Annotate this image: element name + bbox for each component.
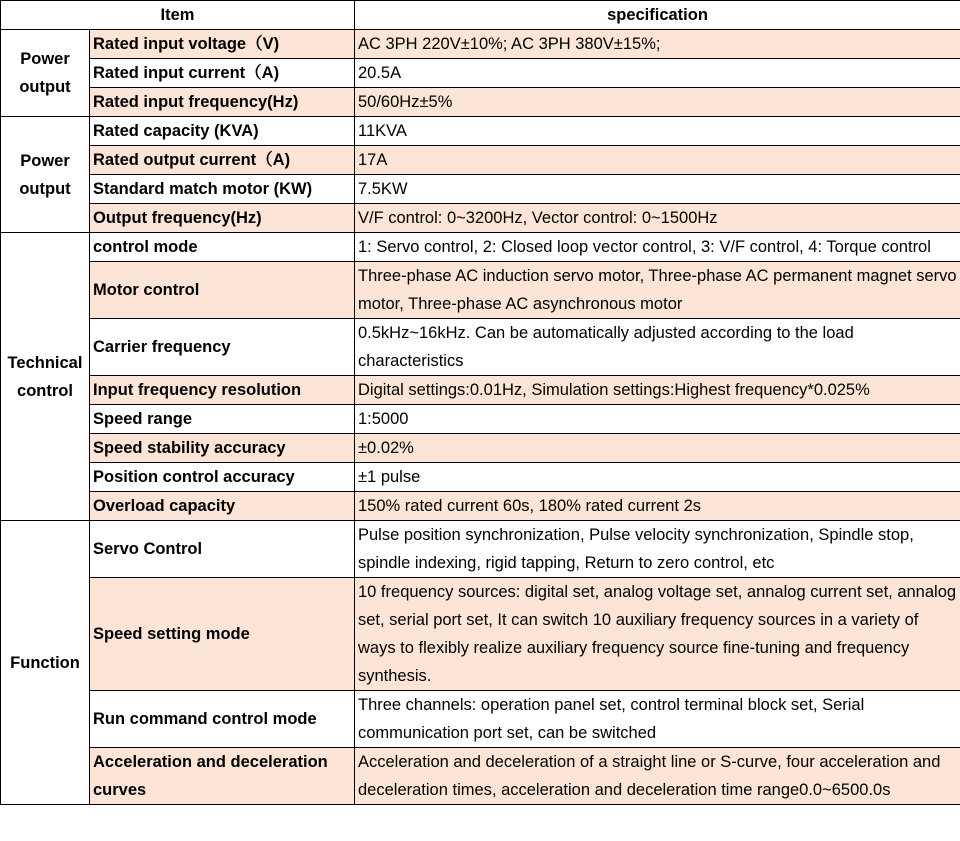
table-row xyxy=(1,376,960,405)
param-label: Position control accuracy xyxy=(90,463,355,492)
param-label: Output frequency(Hz) xyxy=(90,204,355,233)
param-label: Input frequency resolution xyxy=(90,376,355,405)
spec-value: Digital settings:0.01Hz, Simulation settings:Highest frequency*0.025% xyxy=(355,376,960,405)
table-row xyxy=(1,117,960,146)
table-row xyxy=(1,748,960,805)
table-row xyxy=(1,30,960,59)
spec-value: 1: Servo control, 2: Closed loop vector control, 3: V/F control, 4: Torque control xyxy=(355,233,960,262)
param-label: Carrier frequency xyxy=(90,319,355,376)
spec-value: 50/60Hz±5% xyxy=(355,88,960,117)
group-label-function: Function xyxy=(1,521,90,805)
spec-value: Acceleration and deceleration of a straight line or S-curve, four acceleration and deceleration times, acceleration and deceleration time range0.0~6500.0s xyxy=(355,748,960,805)
group-label-power-output-2: Power output xyxy=(1,117,90,233)
group-label-power-output-1: Power output xyxy=(1,30,90,117)
table-row xyxy=(1,434,960,463)
param-label: control mode xyxy=(90,233,355,262)
spec-value: 17A xyxy=(355,146,960,175)
header-item: Item xyxy=(1,1,355,30)
spec-value: Three-phase AC induction servo motor, Three-phase AC permanent magnet servo motor, Three-phase AC asynchronous motor xyxy=(355,262,960,319)
table-row xyxy=(1,88,960,117)
table-row xyxy=(1,262,960,319)
table-row xyxy=(1,578,960,691)
table-row xyxy=(1,521,960,578)
param-label: Standard match motor (KW) xyxy=(90,175,355,204)
param-label: Rated capacity (KVA) xyxy=(90,117,355,146)
spec-value: AC 3PH 220V±10%; AC 3PH 380V±15%; xyxy=(355,30,960,59)
header-specification: specification xyxy=(355,1,960,30)
param-label: Overload capacity xyxy=(90,492,355,521)
group-label-technical-control: Technical control xyxy=(1,233,90,521)
param-label: Run command control mode xyxy=(90,691,355,748)
table-row xyxy=(1,691,960,748)
spec-value: Pulse position synchronization, Pulse velocity synchronization, Spindle stop, spindle indexing, rigid tapping, Return to zero control, etc xyxy=(355,521,960,578)
spec-value: 20.5A xyxy=(355,59,960,88)
param-label: Speed stability accuracy xyxy=(90,434,355,463)
spec-value: 10 frequency sources: digital set, analog voltage set, annalog current set, annalog set, serial port set, It can switch 10 auxiliary frequency sources in a variety of ways to flexibly realize auxiliary frequency source fine-tuning and frequency synthesis. xyxy=(355,578,960,691)
param-label: Servo Control xyxy=(90,521,355,578)
param-label: Rated input frequency(Hz) xyxy=(90,88,355,117)
table-row xyxy=(1,204,960,233)
table-row xyxy=(1,319,960,376)
table-row xyxy=(1,175,960,204)
param-label: Rated output current（A) xyxy=(90,146,355,175)
param-label: Rated input voltage（V) xyxy=(90,30,355,59)
spec-value: ±0.02% xyxy=(355,434,960,463)
param-label: Rated input current（A) xyxy=(90,59,355,88)
table-row xyxy=(1,233,960,262)
param-label: Speed setting mode xyxy=(90,578,355,691)
table-header-row xyxy=(1,1,960,30)
spec-value: 150% rated current 60s, 180% rated current 2s xyxy=(355,492,960,521)
table-row xyxy=(1,492,960,521)
spec-value: V/F control: 0~3200Hz, Vector control: 0~1500Hz xyxy=(355,204,960,233)
spec-value: ±1 pulse xyxy=(355,463,960,492)
param-label: Motor control xyxy=(90,262,355,319)
param-label: Speed range xyxy=(90,405,355,434)
spec-value: 7.5KW xyxy=(355,175,960,204)
table-row xyxy=(1,59,960,88)
table-row xyxy=(1,405,960,434)
spec-value: Three channels: operation panel set, control terminal block set, Serial communication port set, can be switched xyxy=(355,691,960,748)
table-row xyxy=(1,146,960,175)
spec-value: 0.5kHz~16kHz. Can be automatically adjusted according to the load characteristics xyxy=(355,319,960,376)
param-label: Acceleration and deceleration curves xyxy=(90,748,355,805)
spec-value: 11KVA xyxy=(355,117,960,146)
spec-value: 1:5000 xyxy=(355,405,960,434)
table-row xyxy=(1,463,960,492)
